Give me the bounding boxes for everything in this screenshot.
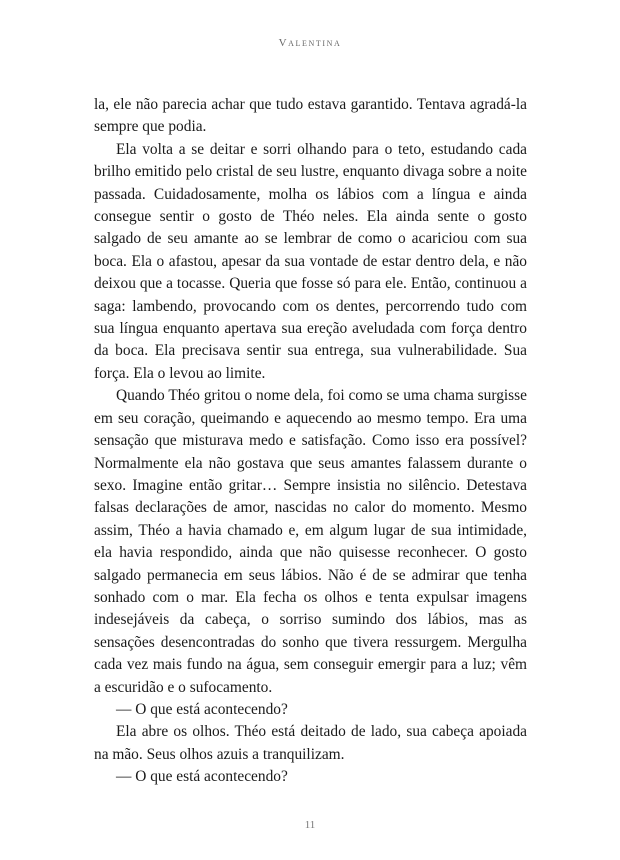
dialogue-line-2: — O que está acontecendo? (116, 768, 288, 786)
paragraph-2: Ela volta a se deitar e sorri olhando para o teto, estudando cada brilho emitido pelo cristal de seu lustre, enquanto divaga sobre a noite passada. Cuidadosamente, molha os lábios com a língua e ainda consegue sentir o gosto de Théo neles. Ela ainda sente o gosto salgado de seu amante ao se lembrar de como o acariciou com sua boca. Ela o afastou, apesar da sua vontade de estar dentro dela, e não deixou que a tocasse. Queria que fosse só para ele. Então, continuou a saga: lambendo, provocando com os dentes, percorrendo tudo com sua língua enquanto apertava sua ereção aveludada com força dentro da boca. Ela precisava sentir sua entrega, sua vulnerabilidade. Sua força. Ela o levou ao limite. (94, 140, 527, 382)
dialogue-line-1: — O que está acontecendo? (116, 700, 288, 718)
paragraph-1: la, ele não parecia achar que tudo estava garantido. Tentava agradá-la sempre que podia. (94, 96, 527, 136)
paragraph-3: Quando Théo gritou o nome dela, foi como se uma chama surgisse em seu coração, queimando e aquecendo ao mesmo tempo. Era uma sensação que misturava medo e satisfação. Como isso era possível? Normalmente ela não gostava que seus amantes falassem durante o sexo. Imagine então gritar… Sempre insistia no silêncio. Detestava falsas declarações de amor, nascidas no calor do momento. Mesmo assim, Théo a havia chamado e, em algum lugar de sua intimidade, ela havia respondido, ainda que não quisesse reconhecer. O gosto salgado permanecia em seus lábios. Não é de se admirar que tenha sonhado com o mar. Ela fecha os olhos e tenta expulsar imagens indesejáveis da cabeça, o sorriso sumindo dos lábios, mas as sensações desencontradas do sonho que tivera ressurgem. Mergulha cada vez mais fundo na água, sem conseguir emergir para a luz; vêm a escuridão e o sufocamento. (94, 387, 527, 696)
body-text (94, 94, 527, 789)
running-head: Valentina (278, 37, 342, 49)
page-number: 11 (304, 819, 316, 831)
paragraph-4: Ela abre os olhos. Théo está deitado de lado, sua cabeça apoiada na mão. Seus olhos azuis a tranquilizam. (94, 723, 527, 763)
